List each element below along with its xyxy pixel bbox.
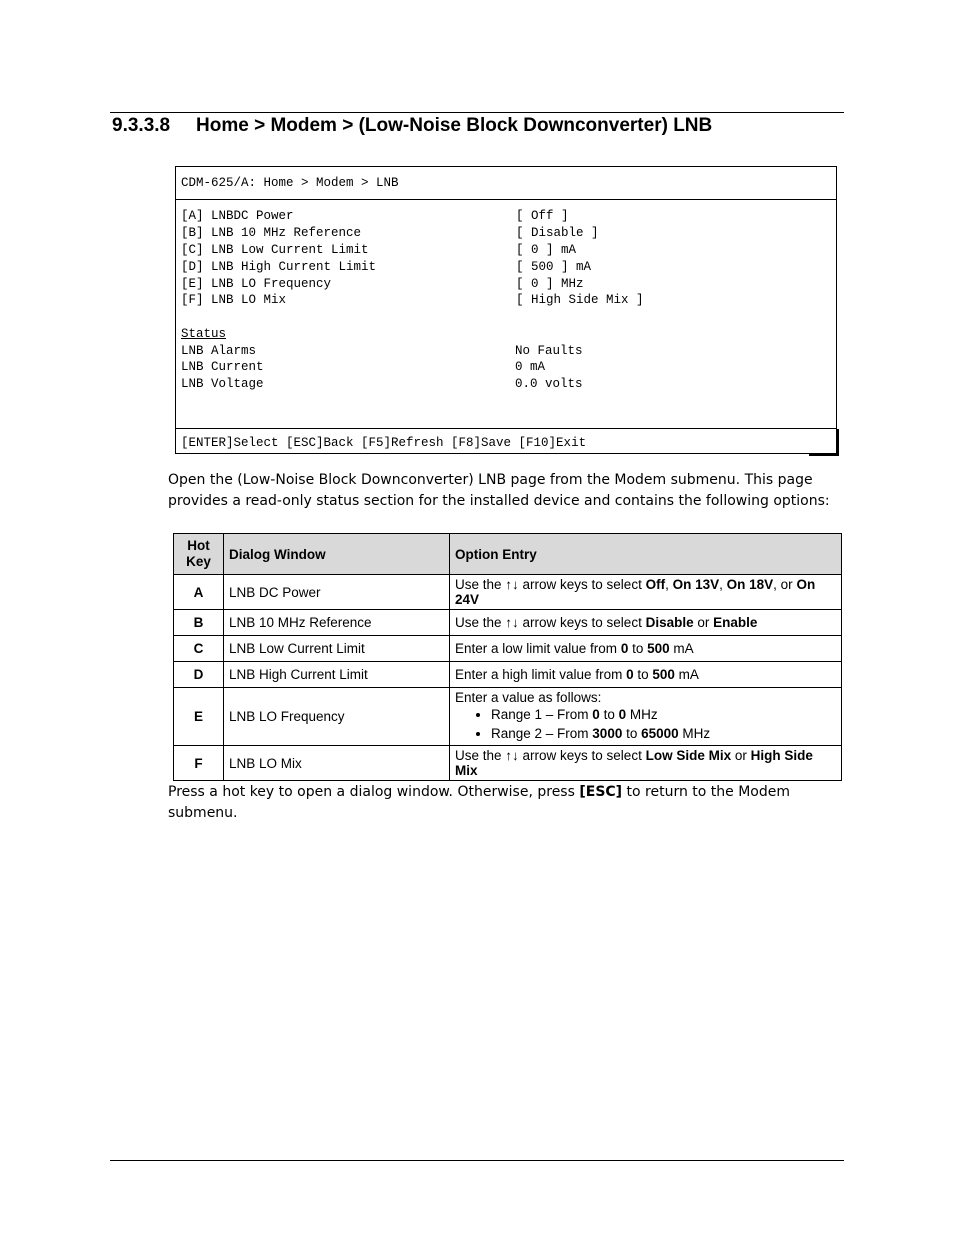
- status-value: No Faults: [515, 344, 583, 358]
- option-entry-cell: Enter a low limit value from 0 to 500 mA: [450, 636, 842, 662]
- option-entry-cell: Use the ↑↓ arrow keys to select Off, On 13V, On 18V, or On 24V: [450, 575, 842, 610]
- option-key: [F]: [181, 293, 204, 307]
- status-label: LNB Voltage: [181, 377, 264, 391]
- option-label: LNB 10 MHz Reference: [211, 226, 362, 240]
- section-heading: [112, 115, 712, 137]
- top-rule: [110, 112, 844, 113]
- status-value: 0 mA: [515, 360, 546, 374]
- menu-option-c[interactable]: [181, 242, 369, 258]
- range-item: • Range 2 – From 3000 to 65000 MHz: [491, 724, 836, 743]
- option-entry-cell: Enter a high limit value from 0 to 500 mA: [450, 662, 842, 688]
- outro-paragraph: Press a hot key to open a dialog window. Otherwise, press [ESC] to return to the Modem submenu.: [168, 784, 791, 821]
- option-key: [C]: [181, 243, 204, 257]
- option-value: [ High Side Mix ]: [516, 293, 644, 307]
- header-dialog-window: Dialog Window: [224, 534, 450, 575]
- option-value: [ Off ]: [516, 209, 569, 223]
- range-item: • Range 1 – From 0 to 0 MHz: [491, 705, 836, 724]
- option-key: [E]: [181, 277, 204, 291]
- table-row: [174, 575, 842, 610]
- dialog-window-cell: LNB High Current Limit: [224, 662, 450, 688]
- hot-key-cell: E: [174, 688, 224, 746]
- option-label: LNBDC Power: [211, 209, 294, 223]
- bottom-rule: [110, 1160, 844, 1161]
- dialog-window-cell: LNB 10 MHz Reference: [224, 610, 450, 636]
- terminal-footer: [ENTER]Select [ESC]Back [F5]Refresh [F8]Save [F10]Exit: [176, 428, 836, 453]
- dialog-window-cell: LNB Low Current Limit: [224, 636, 450, 662]
- option-label: LNB LO Mix: [211, 293, 287, 307]
- header-option-entry: Option Entry: [450, 534, 842, 575]
- table-header-row: [174, 534, 842, 575]
- terminal-screen: [175, 166, 837, 454]
- status-value: 0.0 volts: [515, 377, 583, 391]
- status-heading: Status: [181, 327, 227, 341]
- section-number: 9.3.3.8: [112, 115, 171, 136]
- range-list: [455, 705, 836, 743]
- table-row: [174, 662, 842, 688]
- hot-key-cell: C: [174, 636, 224, 662]
- option-value: [ 0 ] MHz: [516, 277, 584, 291]
- terminal-shadow: [809, 454, 839, 456]
- option-label: LNB High Current Limit: [211, 260, 377, 274]
- header-hot-key: Hot Key: [174, 534, 224, 575]
- hot-key-cell: D: [174, 662, 224, 688]
- table-row: [174, 746, 842, 781]
- terminal-body: [176, 200, 836, 427]
- hot-key-cell: A: [174, 575, 224, 610]
- option-entry-cell: [450, 688, 842, 746]
- section-title: Home > Modem > (Low-Noise Block Downconverter) LNB: [196, 115, 713, 136]
- intro-paragraph: Open the (Low-Noise Block Downconverter) LNB page from the Modem submenu. This page provides a read-only status section for the installed device and contains the following options:: [168, 472, 830, 509]
- options-table: [173, 533, 842, 781]
- option-key: [B]: [181, 226, 204, 240]
- hot-key-cell: B: [174, 610, 224, 636]
- option-key: [D]: [181, 260, 204, 274]
- terminal-title: CDM-625/A: Home > Modem > LNB: [176, 167, 836, 200]
- status-label: LNB Current: [181, 360, 264, 374]
- entry-intro: Enter a value as follows:: [455, 690, 602, 705]
- menu-option-b[interactable]: [181, 225, 361, 241]
- menu-option-a[interactable]: [181, 208, 294, 224]
- option-entry-cell: Use the ↑↓ arrow keys to select Low Side Mix or High Side Mix: [450, 746, 842, 781]
- menu-option-f[interactable]: [181, 292, 286, 308]
- hot-key-cell: F: [174, 746, 224, 781]
- menu-option-d[interactable]: [181, 259, 376, 275]
- option-value: [ 500 ] mA: [516, 260, 592, 274]
- dialog-window-cell: LNB DC Power: [224, 575, 450, 610]
- option-value: [ Disable ]: [516, 226, 599, 240]
- option-entry-cell: Use the ↑↓ arrow keys to select Disable or Enable: [450, 610, 842, 636]
- option-label: LNB Low Current Limit: [211, 243, 369, 257]
- option-value: [ 0 ] mA: [516, 243, 577, 257]
- dialog-window-cell: LNB LO Mix: [224, 746, 450, 781]
- option-key: [A]: [181, 209, 204, 223]
- table-row: [174, 688, 842, 746]
- status-label: LNB Alarms: [181, 344, 257, 358]
- table-row: [174, 610, 842, 636]
- table-row: [174, 636, 842, 662]
- terminal-shadow: [837, 429, 839, 454]
- menu-option-e[interactable]: [181, 276, 331, 292]
- option-label: LNB LO Frequency: [211, 277, 332, 291]
- dialog-window-cell: LNB LO Frequency: [224, 688, 450, 746]
